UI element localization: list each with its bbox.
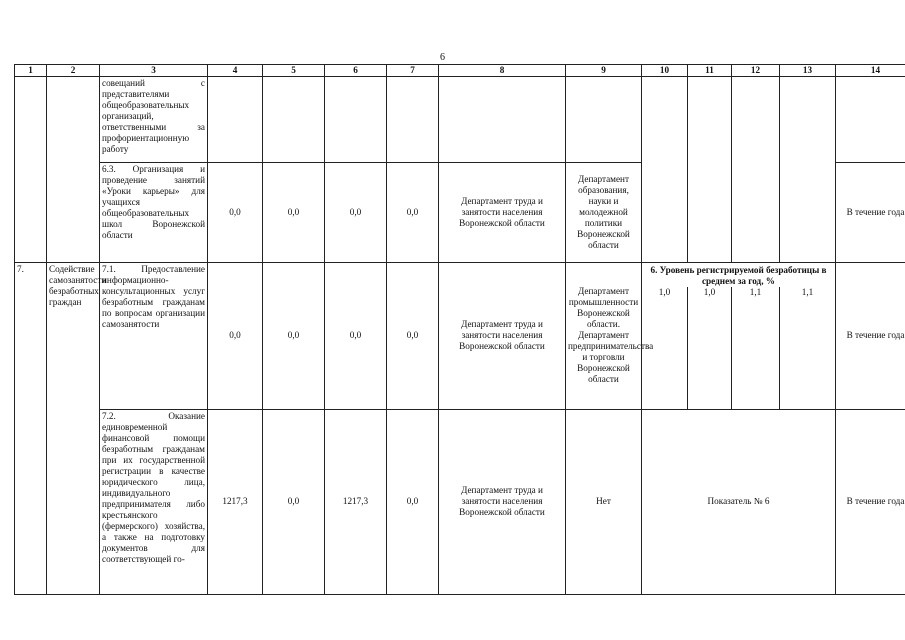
task-cell xyxy=(47,77,100,263)
indicator-title: 6. Уровень регистрируемой безработицы в среднем за год, % xyxy=(642,263,836,288)
term-cell xyxy=(836,77,905,163)
coexecutor-cell: Нет xyxy=(566,409,642,594)
header-cell: 6 xyxy=(325,65,387,77)
value-cell: 0,0 xyxy=(387,263,439,410)
header-cell: 9 xyxy=(566,65,642,77)
value-cell: 0,0 xyxy=(263,409,325,594)
header-cell: 4 xyxy=(208,65,263,77)
activity-cell: 6.3. Организация и проведение занятий «Уроки карьеры» для учащихся общеобразовательных школ Воронежской области xyxy=(100,163,208,263)
term-cell: В течение года xyxy=(836,263,905,410)
executor-cell xyxy=(439,77,566,163)
value-cell: 0,0 xyxy=(263,263,325,410)
header-cell: 2 xyxy=(47,65,100,77)
header-cell: 5 xyxy=(263,65,325,77)
executor-cell: Департамент труда и занятости населения Воронежской области xyxy=(439,163,566,263)
header-cell: 14 xyxy=(836,65,905,77)
value-cell: 0,0 xyxy=(325,263,387,410)
activity-cell: 7.2. Оказание единовременной финансовой помощи безработным гражданам при их государственной регистрации в качестве юридического лица, индивидуального предпринимателя либо крестьянского (фермерского) хозяйства, а также на подготовку документов для соответствующей го- xyxy=(100,409,208,594)
row-number-cell xyxy=(15,77,47,263)
header-cell: 10 xyxy=(642,65,688,77)
task-cell: Содействие самозанятости безработных граждан xyxy=(47,263,100,595)
value-cell: 0,0 xyxy=(208,163,263,263)
header-cell: 11 xyxy=(688,65,732,77)
executor-cell: Департамент труда и занятости населения Воронежской области xyxy=(439,409,566,594)
coexecutor-cell xyxy=(566,77,642,163)
indicator-value: 1,1 xyxy=(780,287,836,409)
value-cell: 0,0 xyxy=(263,163,325,263)
value-cell: 1217,3 xyxy=(325,409,387,594)
indicator-value: 1,0 xyxy=(642,287,688,409)
table-row xyxy=(15,409,905,594)
activity-cell: совещаний с представителями общеобразовательных организаций, ответственными за профориентационную работу xyxy=(100,77,208,163)
table-row xyxy=(15,263,905,288)
row-number-cell: 7. xyxy=(15,263,47,595)
indicator-value: 1,0 xyxy=(688,287,732,409)
header-cell: 1 xyxy=(15,65,47,77)
table-row xyxy=(15,77,905,163)
indicator-reference: Показатель № 6 xyxy=(642,409,836,594)
header-cell: 13 xyxy=(780,65,836,77)
value-cell xyxy=(325,77,387,163)
value-cell: 1217,3 xyxy=(208,409,263,594)
value-cell: 0,0 xyxy=(387,163,439,263)
indicator-cell xyxy=(642,77,688,263)
indicator-cell xyxy=(780,77,836,263)
header-cell: 12 xyxy=(732,65,780,77)
indicator-cell xyxy=(732,77,780,263)
value-cell xyxy=(208,77,263,163)
indicator-cell xyxy=(688,77,732,263)
coexecutor-cell: Департамент промышленности Воронежской области. Департамент предпринимательства и торговли Воронежской области xyxy=(566,263,642,410)
activity-cell: 7.1. Предоставление информационно-консультационных услуг безработным гражданам по вопросам организации самозанятости xyxy=(100,263,208,410)
indicator-value: 1,1 xyxy=(732,287,780,409)
header-row xyxy=(15,65,905,77)
program-table xyxy=(14,64,905,595)
coexecutor-cell: Департамент образования, науки и молодежной политики Воронежской области xyxy=(566,163,642,263)
value-cell xyxy=(387,77,439,163)
header-cell: 7 xyxy=(387,65,439,77)
term-cell: В течение года xyxy=(836,409,905,594)
value-cell: 0,0 xyxy=(208,263,263,410)
value-cell: 0,0 xyxy=(325,163,387,263)
value-cell: 0,0 xyxy=(387,409,439,594)
header-cell: 3 xyxy=(100,65,208,77)
executor-cell: Департамент труда и занятости населения Воронежской области xyxy=(439,263,566,410)
page-number: 6 xyxy=(440,52,445,63)
value-cell xyxy=(263,77,325,163)
header-cell: 8 xyxy=(439,65,566,77)
term-cell: В течение года xyxy=(836,163,905,263)
